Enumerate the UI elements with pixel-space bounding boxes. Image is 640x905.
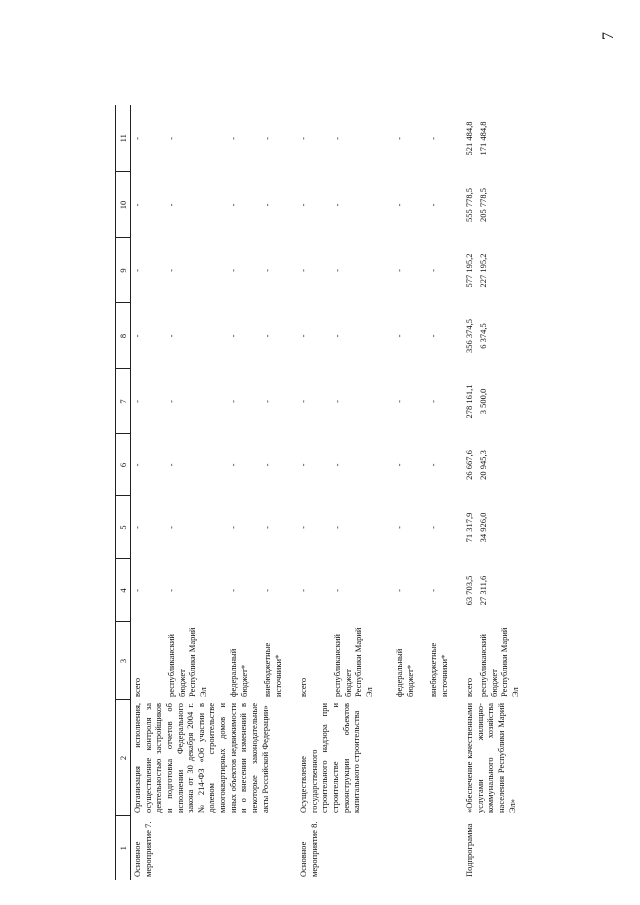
source-label: республиканский бюджет Республики Марий Эл bbox=[332, 627, 374, 697]
value: - bbox=[132, 526, 142, 529]
value: - bbox=[132, 463, 142, 467]
value: - bbox=[132, 269, 142, 272]
header-cell: 11 bbox=[116, 105, 131, 172]
value: - bbox=[262, 589, 272, 592]
value: - bbox=[262, 526, 272, 529]
value-cell bbox=[131, 496, 298, 559]
funding-sources bbox=[297, 622, 463, 700]
value: - bbox=[394, 137, 404, 140]
value: - bbox=[166, 334, 176, 338]
value: - bbox=[262, 203, 272, 207]
value: - bbox=[228, 526, 238, 529]
value: 278 161,1 bbox=[464, 384, 474, 419]
value-cell bbox=[131, 434, 298, 496]
source-label: внебюджетные источники* bbox=[428, 642, 449, 697]
value: - bbox=[132, 400, 142, 403]
source-label: республиканский бюджет Республики Марий Эл bbox=[478, 627, 520, 697]
value-cell bbox=[297, 434, 463, 496]
value: - bbox=[132, 203, 142, 207]
value: - bbox=[428, 334, 438, 338]
value: - bbox=[228, 463, 238, 467]
value-cell bbox=[463, 172, 518, 238]
source-label: федеральный бюджет* bbox=[394, 648, 415, 697]
source-label: внебюджетные источники* bbox=[262, 642, 283, 697]
header-cell: 6 bbox=[116, 434, 131, 496]
table-row bbox=[131, 105, 298, 880]
value: 356 374,5 bbox=[464, 319, 474, 353]
budget-table bbox=[115, 105, 518, 880]
value-cell bbox=[297, 172, 463, 238]
header-cell: 8 bbox=[116, 303, 131, 369]
value: 555 778,5 bbox=[464, 188, 474, 222]
value: - bbox=[394, 203, 404, 207]
funding-sources bbox=[131, 622, 298, 700]
header-row bbox=[116, 105, 131, 880]
value-cell bbox=[463, 559, 518, 622]
value: - bbox=[332, 334, 342, 338]
measure-number: Основное мероприятие 8. bbox=[298, 821, 319, 877]
value: - bbox=[262, 400, 272, 403]
value: 71 317,9 bbox=[464, 512, 474, 543]
measure-description: Организация исполнения, осуществление контроля за деятельностью застройщиков и подготовка отчетов об исполнении Федерального закона от 30 декабря 2004 г. № 214-ФЗ «Об участии в долевом строительстве многоквартирных домов и иных объектов недвижимости и о внесении изменений в некоторые законодательные акты Российской Федерации» bbox=[132, 703, 270, 813]
value: - bbox=[166, 137, 176, 140]
value-cell bbox=[297, 559, 463, 622]
source-label: республиканский бюджет Республики Марий Эл bbox=[166, 627, 208, 697]
source-label: всего bbox=[132, 677, 142, 697]
value: 227 195,2 bbox=[478, 253, 488, 288]
value: 26 667,6 bbox=[464, 450, 474, 480]
value-cell bbox=[131, 238, 298, 303]
value: 3 500,0 bbox=[478, 388, 488, 415]
value: - bbox=[394, 400, 404, 403]
page-number: 7 bbox=[600, 32, 617, 40]
measure-description: «Обеспечение качественными услугами жилищно-коммунального хозяйства населения Республики Марий Эл» bbox=[464, 703, 517, 813]
value: - bbox=[428, 526, 438, 529]
value: - bbox=[228, 137, 238, 140]
value: - bbox=[332, 526, 342, 529]
value: 521 484,8 bbox=[464, 121, 474, 156]
header-cell: 1 bbox=[116, 816, 131, 880]
value: - bbox=[262, 269, 272, 272]
value: - bbox=[132, 137, 142, 140]
value: - bbox=[298, 526, 308, 529]
value-cell bbox=[463, 105, 518, 172]
value: - bbox=[428, 203, 438, 207]
value: - bbox=[332, 269, 342, 272]
value: - bbox=[428, 400, 438, 403]
value: - bbox=[262, 463, 272, 467]
value: - bbox=[298, 269, 308, 272]
value: - bbox=[394, 269, 404, 272]
value: 27 311,6 bbox=[478, 575, 488, 606]
value-cell bbox=[131, 172, 298, 238]
value: - bbox=[332, 400, 342, 403]
value: 171 484,8 bbox=[478, 121, 488, 156]
value: - bbox=[394, 334, 404, 338]
funding-sources bbox=[463, 622, 518, 700]
header-cell: 7 bbox=[116, 369, 131, 434]
value: 34 926,0 bbox=[478, 512, 488, 543]
measure-description: Осуществление государственного строительного надзора при строительстве и реконструкции объектов капитального строительства bbox=[298, 703, 362, 813]
measure-number: Основное мероприятие 7. bbox=[132, 821, 153, 877]
value: - bbox=[166, 463, 176, 467]
value-cell bbox=[463, 434, 518, 496]
header-cell: 9 bbox=[116, 238, 131, 303]
value: - bbox=[228, 400, 238, 403]
value-cell bbox=[131, 369, 298, 434]
value: - bbox=[298, 463, 308, 467]
table-row bbox=[297, 105, 463, 880]
source-label: федеральный бюджет* bbox=[228, 648, 249, 697]
value: - bbox=[332, 203, 342, 207]
value-cell bbox=[297, 105, 463, 172]
value: - bbox=[298, 203, 308, 207]
value-cell bbox=[463, 303, 518, 369]
table-row bbox=[463, 105, 518, 880]
rotated-table-area bbox=[115, 105, 525, 880]
value: - bbox=[428, 463, 438, 467]
value: 577 195,2 bbox=[464, 253, 474, 288]
value: - bbox=[298, 334, 308, 338]
value: - bbox=[166, 203, 176, 207]
value: - bbox=[132, 589, 142, 592]
source-label: всего bbox=[298, 677, 308, 697]
value: - bbox=[298, 137, 308, 140]
value: 63 703,5 bbox=[464, 575, 474, 606]
value: - bbox=[262, 137, 272, 140]
value: - bbox=[394, 526, 404, 529]
value: 20 945,3 bbox=[478, 450, 488, 480]
value: - bbox=[166, 400, 176, 403]
value-cell bbox=[297, 369, 463, 434]
value-cell bbox=[131, 105, 298, 172]
value: - bbox=[332, 589, 342, 592]
header-cell: 3 bbox=[116, 622, 131, 700]
value-cell bbox=[297, 303, 463, 369]
value: - bbox=[228, 269, 238, 272]
value: - bbox=[298, 589, 308, 592]
header-cell: 10 bbox=[116, 172, 131, 238]
value-cell bbox=[131, 559, 298, 622]
value: - bbox=[298, 400, 308, 403]
header-cell: 4 bbox=[116, 559, 131, 622]
value: - bbox=[428, 589, 438, 592]
value: - bbox=[166, 589, 176, 592]
value: 205 778,5 bbox=[478, 188, 488, 222]
measure-number: Подпрограмма bbox=[464, 823, 474, 877]
source-label: всего bbox=[464, 677, 474, 697]
value: - bbox=[428, 137, 438, 140]
value: - bbox=[394, 463, 404, 467]
value-cell bbox=[463, 496, 518, 559]
value: - bbox=[332, 137, 342, 140]
value: - bbox=[132, 334, 142, 338]
value: - bbox=[428, 269, 438, 272]
value: - bbox=[166, 526, 176, 529]
value: - bbox=[262, 334, 272, 338]
header-cell: 5 bbox=[116, 496, 131, 559]
value-cell bbox=[297, 238, 463, 303]
value-cell bbox=[463, 238, 518, 303]
value-cell bbox=[131, 303, 298, 369]
header-cell: 2 bbox=[116, 700, 131, 816]
value-cell bbox=[297, 496, 463, 559]
value: - bbox=[332, 463, 342, 467]
value: - bbox=[228, 334, 238, 338]
value: - bbox=[228, 203, 238, 207]
value: - bbox=[394, 589, 404, 592]
value: 6 374,5 bbox=[478, 323, 488, 349]
value: - bbox=[166, 269, 176, 272]
value-cell bbox=[463, 369, 518, 434]
value: - bbox=[228, 589, 238, 592]
